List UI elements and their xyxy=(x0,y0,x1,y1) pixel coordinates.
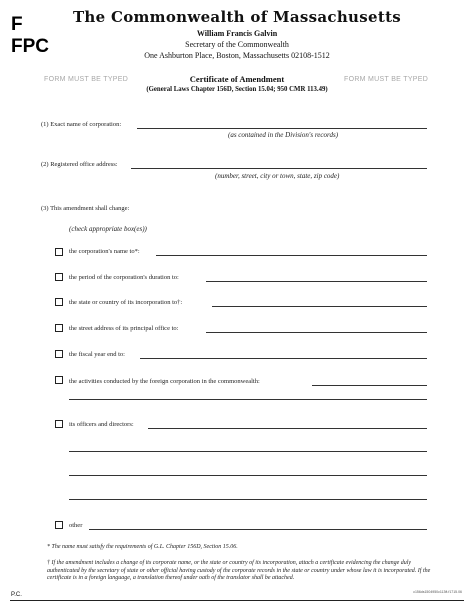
activities-field-line-2[interactable] xyxy=(69,399,427,400)
checkbox-fiscal-year[interactable] xyxy=(55,350,63,358)
officers-field-line-4[interactable] xyxy=(69,499,427,500)
footer-pc: P.C. xyxy=(11,592,22,598)
checkbox-officers-directors[interactable] xyxy=(55,420,63,428)
footer-form-id: c156ds1504950c113ft.f1715.06 xyxy=(413,590,462,594)
state-country-field[interactable] xyxy=(212,306,427,307)
option-corporation-name-label: the corporation's name to*: xyxy=(69,248,140,255)
form-code-abbr: FPC xyxy=(11,36,49,57)
secretary-title: Secretary of the Commonwealth xyxy=(185,40,289,49)
checkbox-other[interactable] xyxy=(55,521,63,529)
officers-field-line-2[interactable] xyxy=(69,451,427,452)
option-activities-label: the activities conducted by the foreign corporation in the commonwealth: xyxy=(69,378,260,385)
checkbox-duration[interactable] xyxy=(55,273,63,281)
office-address: One Ashburton Place, Boston, Massachusetts 02108-1512 xyxy=(144,51,330,60)
form-must-be-typed-left: FORM MUST BE TYPED xyxy=(44,76,129,83)
checkbox-corporation-name[interactable] xyxy=(55,248,63,256)
corporation-name-field[interactable] xyxy=(137,128,427,129)
form-must-be-typed-right: FORM MUST BE TYPED xyxy=(344,76,429,83)
officers-field-line-1[interactable] xyxy=(148,428,427,429)
section-1-label: (1) Exact name of corporation: xyxy=(41,121,122,128)
option-duration-label: the period of the corporation's duration to: xyxy=(69,274,179,281)
form-title: Certificate of Amendment xyxy=(189,74,285,84)
section-3-label: (3) This amendment shall change: xyxy=(41,205,130,212)
other-field[interactable] xyxy=(89,529,427,530)
fiscal-year-field[interactable] xyxy=(140,358,427,359)
form-subtitle: (General Laws Chapter 156D, Section 15.04; 950 CMR 113.49) xyxy=(146,86,328,93)
checkbox-activities[interactable] xyxy=(55,376,63,384)
section-1-hint: (as contained in the Division's records) xyxy=(228,131,339,139)
footer-rule xyxy=(10,600,464,601)
commonwealth-heading: The Commonwealth of Massachusetts xyxy=(72,8,402,26)
footnote-name-requirement: * The name must satisfy the requirements of G.L. Chapter 156D, Section 15.06. xyxy=(47,544,238,550)
checkbox-state-country[interactable] xyxy=(55,298,63,306)
officers-field-line-3[interactable] xyxy=(69,475,427,476)
option-street-address-label: the street address of its principal office to: xyxy=(69,325,179,332)
footnote-foreign-certificate: † If the amendment includes a change of its corporate name, or the state or country of its incorporation, attach a certificate evidencing the change duly authenticated by the secretary of state or other official having custody of the corporate records in the state or country under whose law it is incorporated. If the certificate is in a foreign language, a translation thereof under oath of the translator shall be attached. xyxy=(47,560,431,582)
option-state-country-label: the state or country of its incorporation to†: xyxy=(69,299,183,306)
section-2-hint: (number, street, city or town, state, zip code) xyxy=(215,172,340,180)
form-code-letter: F xyxy=(11,14,23,35)
checkbox-street-address[interactable] xyxy=(55,324,63,332)
activities-field-line-1[interactable] xyxy=(312,385,427,386)
duration-field[interactable] xyxy=(206,281,427,282)
option-officers-directors-label: its officers and directors: xyxy=(69,421,134,428)
secretary-name: William Francis Galvin xyxy=(196,29,278,38)
registered-office-field[interactable] xyxy=(131,168,427,169)
option-other-label: other xyxy=(69,522,83,529)
section-2-label: (2) Registered office address: xyxy=(41,161,118,168)
option-fiscal-year-label: the fiscal year end to: xyxy=(69,351,125,358)
section-3-hint: (check appropriate box(es)) xyxy=(69,225,147,233)
street-address-field[interactable] xyxy=(206,332,427,333)
corporation-name-change-field[interactable] xyxy=(156,255,427,256)
